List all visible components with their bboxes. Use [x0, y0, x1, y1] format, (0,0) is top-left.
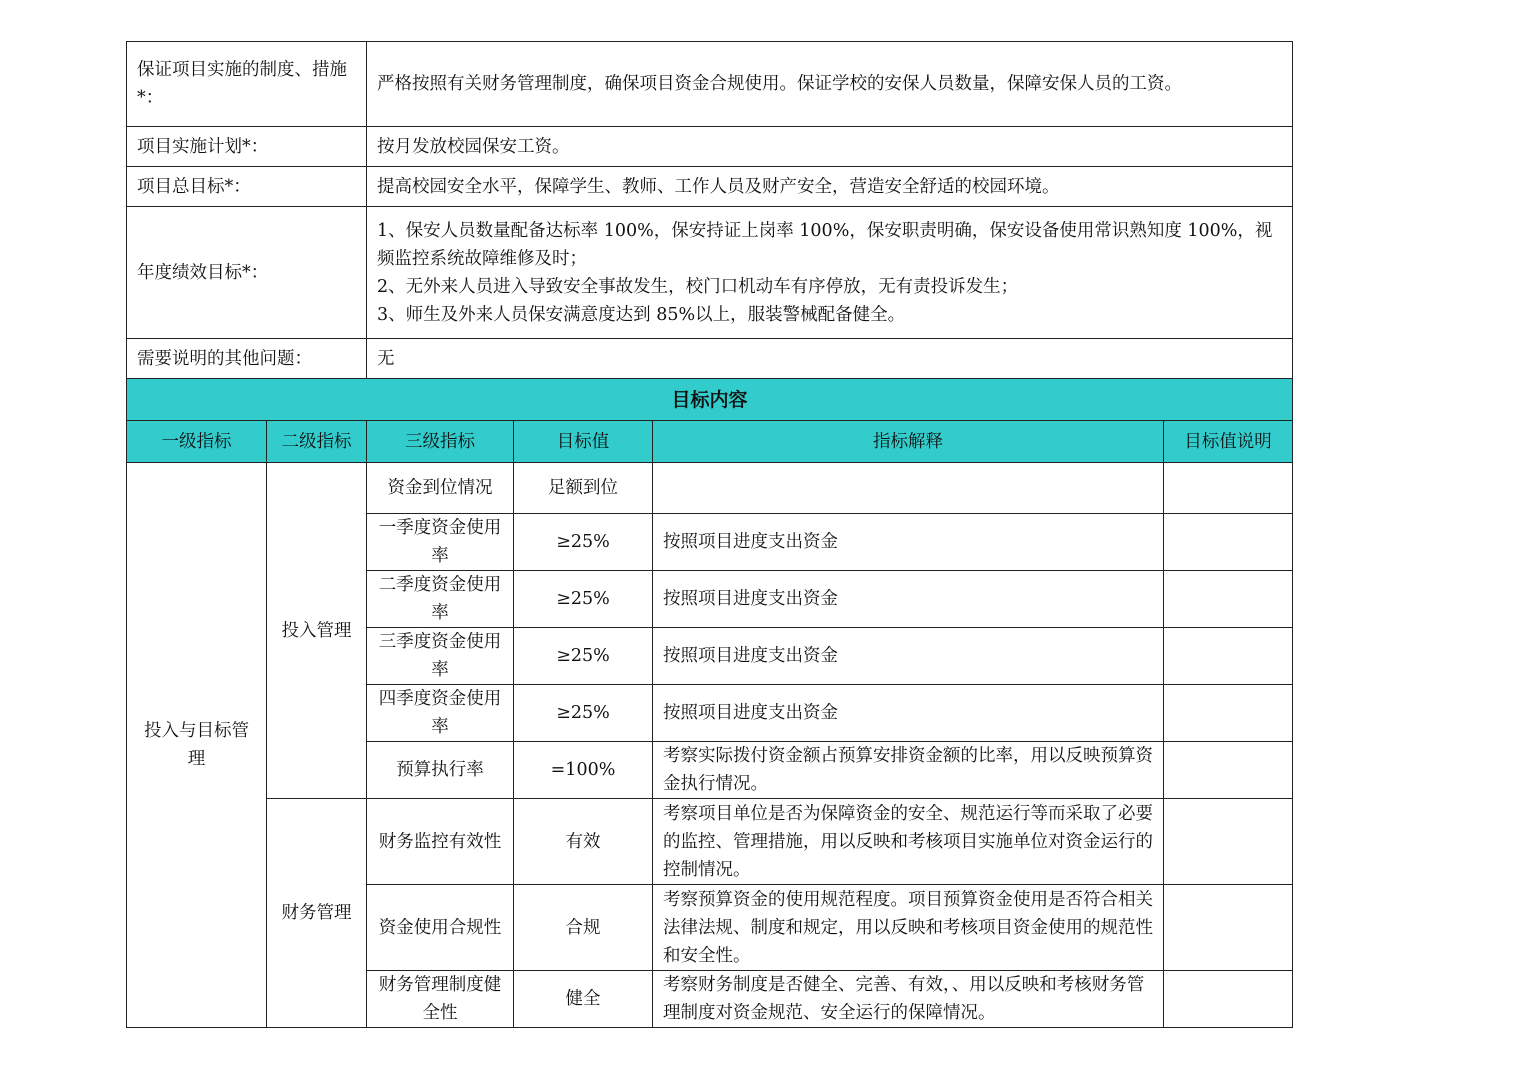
info-label: 需要说明的其他问题： — [127, 339, 367, 379]
level3-indicator: 一季度资金使用率 — [367, 514, 514, 571]
indicator-explanation: 按照项目进度支出资金 — [653, 685, 1164, 742]
info-row — [127, 42, 1293, 127]
info-label: 项目总目标*： — [127, 167, 367, 207]
level3-indicator: 资金使用合规性 — [367, 885, 514, 971]
target-note — [1164, 514, 1293, 571]
info-row — [127, 127, 1293, 167]
column-header: 指标解释 — [653, 421, 1164, 463]
info-value: 提高校园安全水平，保障学生、教师、工作人员及财产安全，营造安全舒适的校园环境。 — [367, 167, 1293, 207]
indicator-explanation: 按照项目进度支出资金 — [653, 571, 1164, 628]
info-row — [127, 167, 1293, 207]
indicator-explanation: 考察项目单位是否为保障资金的安全、规范运行等而采取了必要的监控、管理措施，用以反映和考核项目实施单位对资金运行的控制情况。 — [653, 799, 1164, 885]
info-label: 保证项目实施的制度、措施*： — [127, 42, 367, 127]
target-note — [1164, 885, 1293, 971]
info-row — [127, 207, 1293, 339]
info-value: 严格按照有关财务管理制度，确保项目资金合规使用。保证学校的安保人员数量，保障安保人员的工资。 — [367, 42, 1293, 127]
column-header: 一级指标 — [127, 421, 267, 463]
indicator-explanation: 考察预算资金的使用规范程度。项目预算资金使用是否符合相关法律法规、制度和规定，用以反映和考核项目资金使用的规范性和安全性。 — [653, 885, 1164, 971]
section-title: 目标内容 — [127, 379, 1293, 421]
target-note — [1164, 463, 1293, 514]
level3-indicator: 资金到位情况 — [367, 463, 514, 514]
target-value: ≥25% — [514, 571, 653, 628]
info-value: 无 — [367, 339, 1293, 379]
level1-indicator: 投入与目标管理 — [127, 463, 267, 1028]
table-row — [127, 799, 1293, 885]
goal-line: 1、保安人员数量配备达标率 100%，保安持证上岗率 100%，保安职责明确，保安设备使用常识熟知度 100%，视频监控系统故障维修及时； — [377, 220, 1273, 269]
level3-indicator: 二季度资金使用率 — [367, 571, 514, 628]
level3-indicator: 财务监控有效性 — [367, 799, 514, 885]
target-value: 健全 — [514, 971, 653, 1028]
column-header: 目标值 — [514, 421, 653, 463]
indicator-explanation: 按照项目进度支出资金 — [653, 514, 1164, 571]
info-value-multiline — [367, 207, 1293, 339]
indicator-explanation: 按照项目进度支出资金 — [653, 628, 1164, 685]
target-value: =100% — [514, 742, 653, 799]
target-value: ≥25% — [514, 514, 653, 571]
indicator-explanation: 考察实际拨付资金额占预算安排资金额的比率，用以反映预算资金执行情况。 — [653, 742, 1164, 799]
target-value: 合规 — [514, 885, 653, 971]
indicator-explanation: 考察财务制度是否健全、完善、有效，、用以反映和考核财务管理制度对资金规范、安全运行的保障情况。 — [653, 971, 1164, 1028]
target-note — [1164, 685, 1293, 742]
goal-line: 3、师生及外来人员保安满意度达到 85%以上，服装警械配备健全。 — [377, 304, 906, 325]
info-label: 项目实施计划*： — [127, 127, 367, 167]
target-value: 有效 — [514, 799, 653, 885]
performance-target-table — [126, 41, 1293, 1028]
info-label: 年度绩效目标*： — [127, 207, 367, 339]
target-note — [1164, 971, 1293, 1028]
indicator-explanation — [653, 463, 1164, 514]
target-value: 足额到位 — [514, 463, 653, 514]
level2-indicator: 投入管理 — [267, 463, 367, 799]
target-note — [1164, 628, 1293, 685]
section-header-row — [127, 379, 1293, 421]
target-note — [1164, 742, 1293, 799]
info-value: 按月发放校园保安工资。 — [367, 127, 1293, 167]
goal-line: 2、无外来人员进入导致安全事故发生，校门口机动车有序停放，无有责投诉发生； — [377, 276, 1019, 297]
column-header: 二级指标 — [267, 421, 367, 463]
column-header: 三级指标 — [367, 421, 514, 463]
level3-indicator: 四季度资金使用率 — [367, 685, 514, 742]
table-row — [127, 463, 1293, 514]
level2-indicator: 财务管理 — [267, 799, 367, 1028]
target-value: ≥25% — [514, 685, 653, 742]
level3-indicator: 三季度资金使用率 — [367, 628, 514, 685]
target-value: ≥25% — [514, 628, 653, 685]
target-note — [1164, 799, 1293, 885]
target-note — [1164, 571, 1293, 628]
column-header: 目标值说明 — [1164, 421, 1293, 463]
column-header-row — [127, 421, 1293, 463]
info-row — [127, 339, 1293, 379]
level3-indicator: 预算执行率 — [367, 742, 514, 799]
level3-indicator: 财务管理制度健全性 — [367, 971, 514, 1028]
